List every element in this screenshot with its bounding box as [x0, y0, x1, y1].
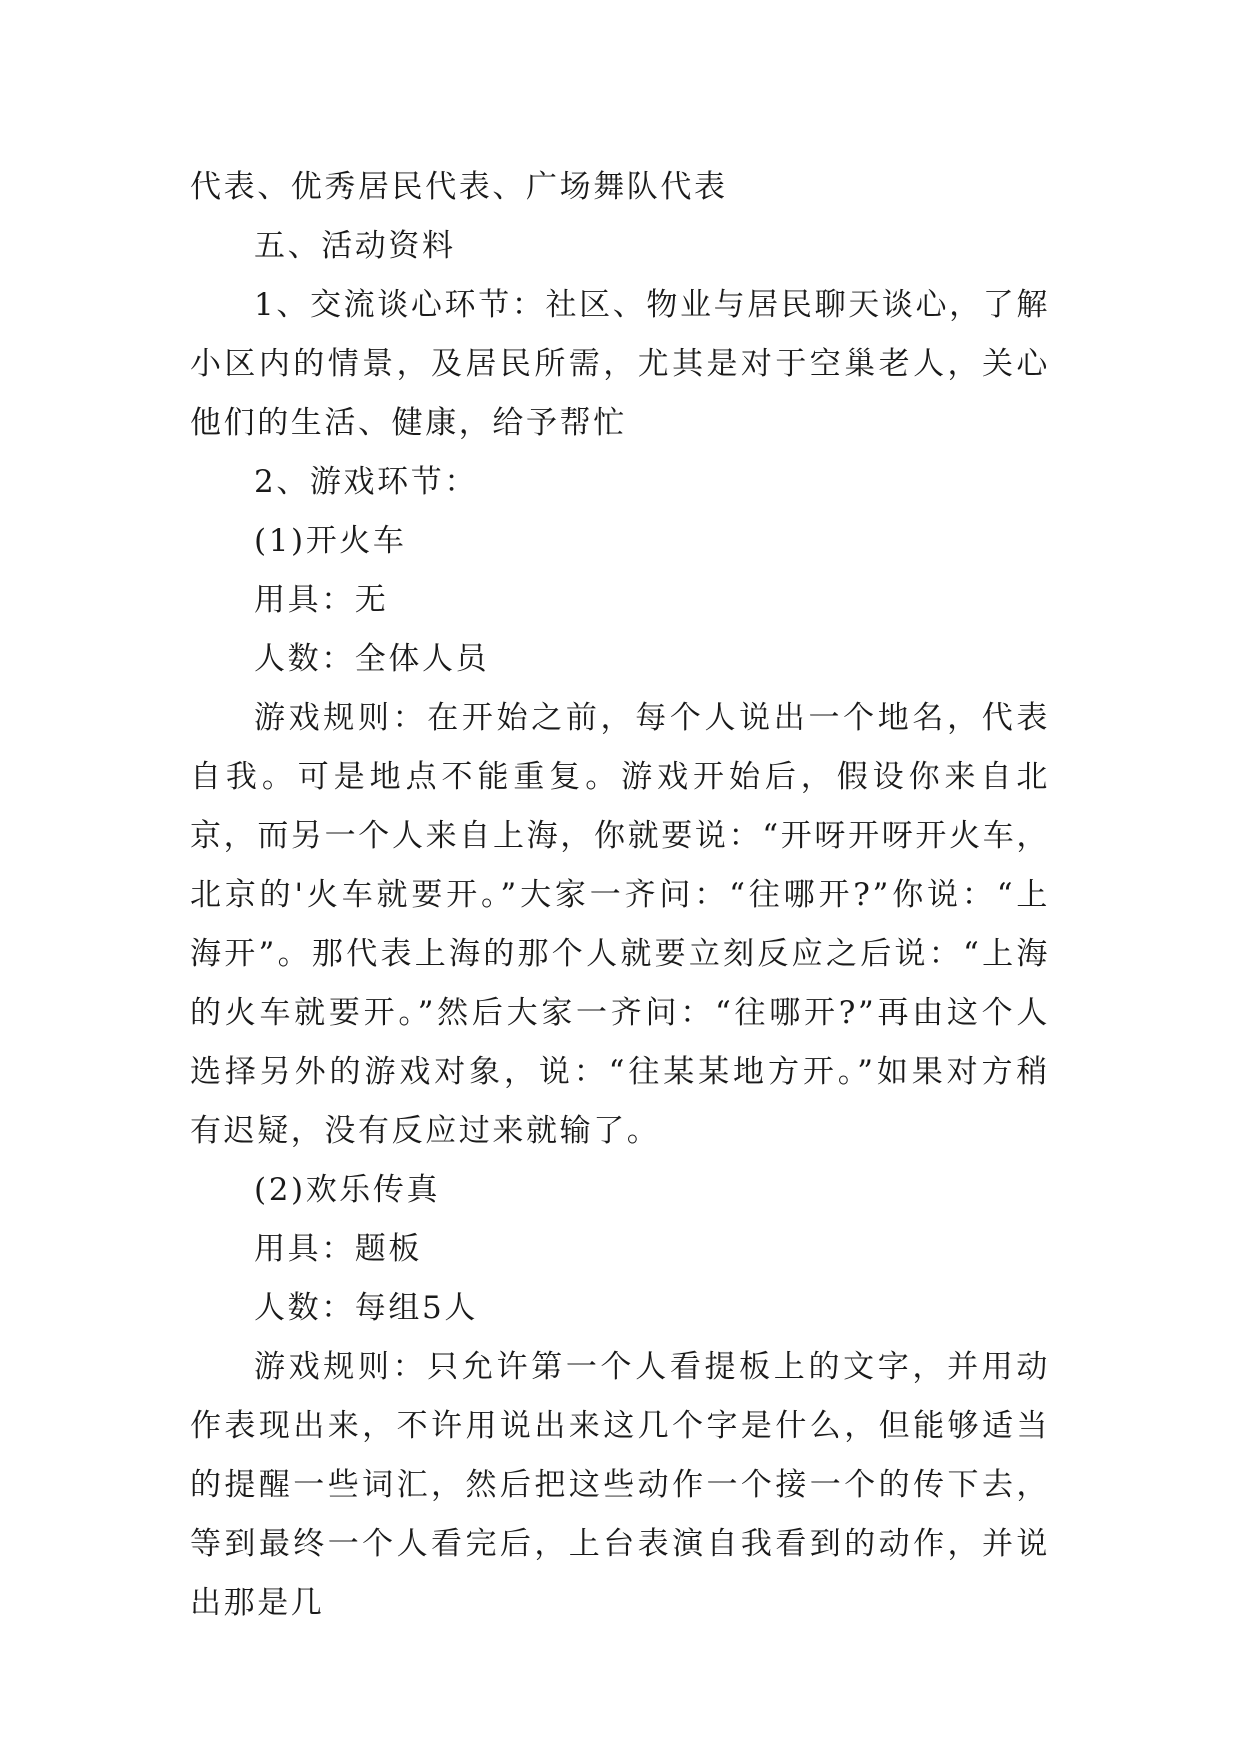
game-1-equipment: 用具：无 [254, 582, 389, 618]
game-2-rules: 游戏规则：只允许第一个人看提板上的文字，并用动作表现出来，不许用说出来这几个字是什么，但能够适当的提醒一些词汇，然后把这些动作一个接一个的传下去，等到最终一个人看完后，上台表演自我看到的动作，并说出那是几 [190, 1349, 1050, 1621]
paragraph-exchange-session: 1、交流谈心环节：社区、物业与居民聊天谈心，了解小区内的情景，及居民所需，尤其是对于空巢老人，关心他们的生活、健康，给予帮忙 [190, 287, 1050, 441]
document-body [190, 158, 1050, 1633]
game-1-title: (1)开火车 [254, 523, 407, 559]
paragraph-game-session-heading: 2、游戏环节： [254, 464, 478, 500]
game-1-rules: 游戏规则：在开始之前，每个人说出一个地名，代表自我。可是地点不能重复。游戏开始后，假设你来自北京，而另一个人来自上海，你就要说：“开呀开呀开火车，北京的'火车就要开。”大家一齐问：“往哪开?”你说：“上海开”。那代表上海的那个人就要立刻反应之后说：“上海的火车就要开。”然后大家一齐问：“往哪开?”再由这个人选择另外的游戏对象，说：“往某某地方开。”如果对方稍有迟疑，没有反应过来就输了。 [190, 700, 1050, 1149]
game-2-participants: 人数：每组5人 [254, 1290, 478, 1326]
game-2-equipment: 用具：题板 [254, 1231, 422, 1267]
section-heading-activity-content: 五、活动资料 [254, 228, 456, 264]
game-1-participants: 人数：全体人员 [254, 641, 490, 677]
game-2-title: (2)欢乐传真 [254, 1172, 441, 1208]
paragraph-continuation: 代表、优秀居民代表、广场舞队代表 [190, 169, 728, 205]
